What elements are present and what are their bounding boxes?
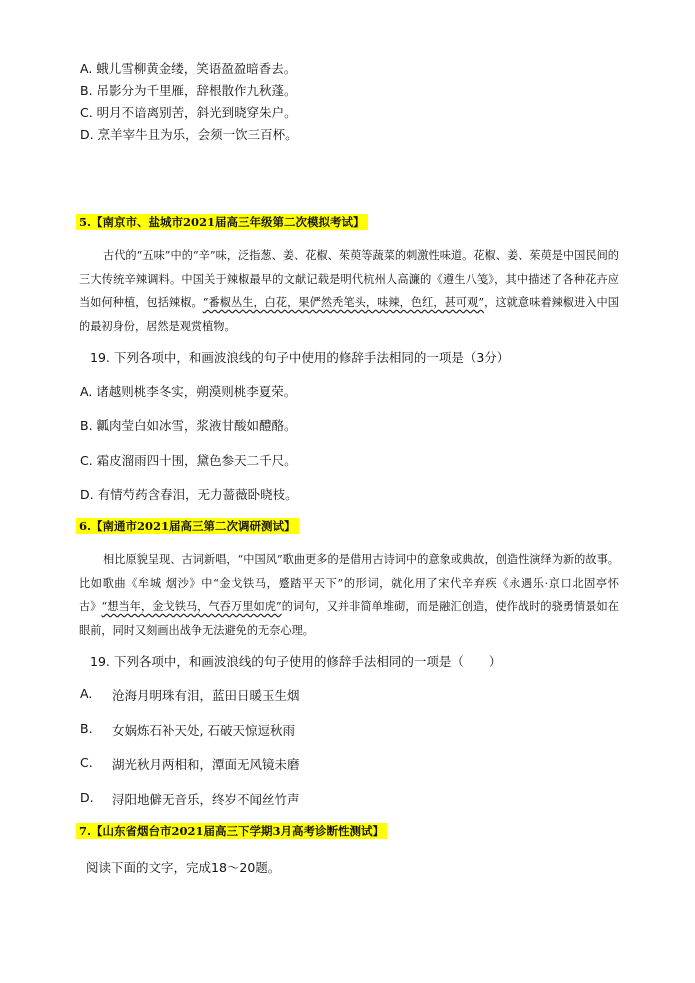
q7-header: 7.【山东省烟台市2021届高三下学期3月高考诊断性测试】 [76, 823, 387, 839]
q6-passage [79, 548, 619, 642]
q5-option-a: A. 诸越则桃李冬实，朔漠则桃李夏荣。 [80, 384, 297, 399]
top-option-a: A. 蛾儿雪柳黄金缕，笑语盈盈暗香去。 [80, 61, 297, 76]
q5-passage-post: ，这就意味着辣椒进入中国的最初身份，居然是观赏植物。 [79, 296, 619, 333]
q6-question: 19. 下列各项中，和画波浪线的句子使用的修辞手法相同的一项是（ ） [90, 654, 502, 669]
q5-passage [79, 244, 619, 338]
q6-passage-post: 的词句，又并非简单堆砌，而是融汇创造，使作战时的骁勇情景如在眼前，同时又刻画出战争无法避免的无奈心理。 [79, 600, 619, 637]
q6-option-b-label: B. [80, 721, 93, 736]
q6-option-c-label: C. [80, 755, 93, 770]
q6-header: 6.【南通市2021届高三第二次调研测试】 [76, 518, 299, 534]
q6-option-a-label: A. [80, 686, 93, 701]
q5-passage-pre: 古代的“五味”中的“辛”味，泛指葱、姜、花椒、茱萸等蔬菜的刺激性味道。花椒、姜、茱萸是中国民间的三大传统辛辣调料。中国关于辣椒最早的文献记载是明代杭州人高濂的《遵生八笺》，其中描述了各种花卉应当如何种植，包括辣椒。 [79, 249, 619, 309]
q5-option-c: C. 霜皮溜雨四十围，黛色参天二千尺。 [80, 453, 297, 468]
top-option-c: C. 明月不谙离别苦，斜光到晓穿朱户。 [80, 105, 297, 120]
top-option-b: B. 吊影分为千里雁，辞根散作九秋蓬。 [80, 83, 297, 98]
q6-option-d-text: 浔阳地僻无音乐，终岁不闻丝竹声 [112, 792, 300, 807]
q5-option-b: B. 瓤肉莹白如冰雪，浆液甘酸如醴酪。 [80, 418, 297, 433]
q6-option-c-text: 湖光秋月两相和，潭面无风镜未磨 [112, 757, 300, 772]
q5-option-d: D. 有情芍药含春泪，无力蔷薇卧晓枝。 [80, 487, 298, 502]
q6-option-b-text: 女娲炼石补天处, 石破天惊逗秋雨 [112, 723, 295, 738]
q6-passage-pre: 相比原貌呈现、古词新唱，“中国风”歌曲更多的是借用古诗词中的意象或典故，创造性演绎为新的故事。比如歌曲《牟城 烟沙》中“金戈铁马，蹙踏平天下”的形词，就化用了宋代辛弃疾《永遇乐·京口北固亭怀古》 [79, 553, 619, 613]
q7-instruction: 阅读下面的文字，完成18～20题。 [86, 860, 281, 875]
q5-header: 5.【南京市、盐城市2021届高三年级第二次模拟考试】 [76, 214, 368, 230]
q5-question: 19. 下列各项中，和画波浪线的句子中使用的修辞手法相同的一项是（3分） [90, 350, 510, 365]
q6-passage-wavy: “想当年，金戈铁马，气吞万里如虎” [101, 600, 282, 613]
q6-option-a-text: 沧海月明珠有泪，蓝田日暖玉生烟 [112, 688, 300, 703]
q5-passage-wavy: “番椒丛生，白花，果俨然秃笔头，味辣，色红，甚可观” [202, 296, 485, 309]
top-option-d: D. 烹羊宰牛且为乐，会须一饮三百杯。 [80, 127, 298, 142]
q6-option-d-label: D. [80, 790, 94, 805]
